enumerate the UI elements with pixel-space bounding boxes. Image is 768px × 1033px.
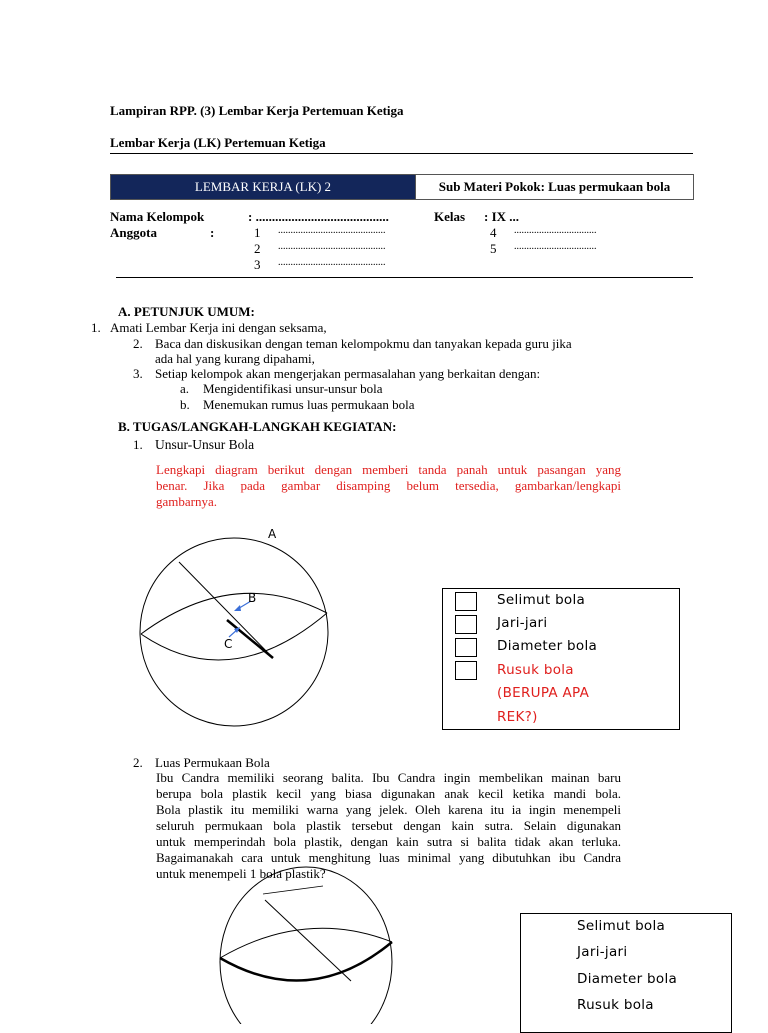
option-note: REK?) bbox=[497, 709, 538, 725]
radius-bold-segment bbox=[227, 620, 273, 658]
instruction-line: gambarnya. bbox=[156, 494, 218, 509]
sphere-diagram-1 bbox=[130, 525, 340, 740]
member-no: 3 bbox=[254, 257, 261, 272]
member-field[interactable]: ........................................... bbox=[278, 225, 386, 236]
story-line: untuk menempeli 1 bola plastik? bbox=[156, 866, 326, 881]
option-label: Selimut bola bbox=[577, 918, 666, 934]
label-c: C bbox=[224, 637, 233, 651]
sphere-equator-front bbox=[220, 942, 392, 981]
list-item-no: 3. bbox=[133, 366, 143, 381]
item2-no: 2. bbox=[133, 755, 143, 770]
option-label-red: Rusuk bola bbox=[497, 662, 574, 678]
sphere-equator-back bbox=[141, 593, 327, 634]
nama-kelompok-field[interactable]: : ......................................... bbox=[248, 209, 389, 224]
sub-item: Menemukan rumus luas permukaan bola bbox=[203, 397, 415, 412]
section-a-heading: A. PETUNJUK UMUM: bbox=[118, 304, 255, 319]
list-item-no: 2. bbox=[133, 336, 143, 351]
story-line: Ibu Candra memiliki seorang balita. Ibu Candra ingin membelikan mainan baru bbox=[156, 770, 621, 785]
lk-table-submateri: Sub Materi Pokok: Luas permukaan bola bbox=[415, 175, 693, 199]
option-label: Diameter bola bbox=[497, 638, 598, 654]
anggota-label: Anggota bbox=[110, 225, 157, 240]
story-line: Bagaimanakah cara untuk menghitung luas minimal yang dibutuhkan ibu Candra bbox=[156, 850, 621, 865]
options-box-2 bbox=[520, 913, 732, 1033]
member-no: 2 bbox=[254, 241, 261, 256]
list-item: Amati Lembar Kerja ini dengan seksama, bbox=[110, 320, 327, 335]
label-a: A bbox=[268, 527, 277, 541]
checkbox[interactable] bbox=[455, 615, 477, 634]
sub-item-no: b. bbox=[180, 397, 190, 412]
item1-no: 1. bbox=[133, 437, 143, 452]
option-label: Jari-jari bbox=[577, 944, 628, 960]
kelas-label: Kelas bbox=[434, 209, 466, 224]
option-label: Jari-jari bbox=[497, 615, 548, 631]
lk-table bbox=[110, 174, 694, 200]
story-line: Bola plastik itu memiliki warna yang jelek. Oleh karena itu ia ingin menempeli bbox=[156, 802, 621, 817]
section-b-heading: B. TUGAS/LANGKAH-LANGKAH KEGIATAN: bbox=[118, 419, 397, 434]
member-no: 4 bbox=[490, 225, 497, 240]
list-item: Baca dan diskusikan dengan teman kelompokmu dan tanyakan kepada guru jika bbox=[155, 336, 572, 351]
lk-table-title: LEMBAR KERJA (LK) 2 bbox=[111, 175, 415, 199]
member-field[interactable]: ................................. bbox=[514, 241, 597, 252]
identity-divider bbox=[116, 277, 693, 278]
lampiran-title: Lampiran RPP. (3) Lembar Kerja Pertemuan Ketiga bbox=[110, 103, 404, 118]
member-no: 1 bbox=[254, 225, 261, 240]
story-line: seluruh permukaan bola plastik tersebut dengan kain sutra. Selain digunakan bbox=[156, 818, 621, 833]
story-line: untuk memperindah bola plastik, dengan kain sutra si balita tidak akan terluka. bbox=[156, 834, 621, 849]
member-field[interactable]: ........................................... bbox=[278, 241, 386, 252]
checkbox[interactable] bbox=[455, 638, 477, 657]
member-field[interactable]: ................................. bbox=[514, 225, 597, 236]
sphere-outline bbox=[220, 867, 392, 1024]
sub-item: Mengidentifikasi unsur-unsur bola bbox=[203, 381, 383, 396]
instruction-text bbox=[156, 462, 621, 510]
checkbox[interactable] bbox=[455, 592, 477, 611]
kelas-field[interactable]: : IX ... bbox=[484, 209, 520, 224]
diameter-line bbox=[265, 900, 351, 981]
member-no: 5 bbox=[490, 241, 497, 256]
sphere-diagram-2 bbox=[215, 850, 395, 1024]
lk-title: Lembar Kerja (LK) Pertemuan Ketiga bbox=[110, 135, 326, 150]
arrow-head-icon bbox=[234, 605, 241, 611]
list-item: Setiap kelompok akan mengerjakan permasalahan yang berkaitan dengan: bbox=[155, 366, 541, 381]
header-divider bbox=[110, 153, 693, 154]
option-note: (BERUPA APA bbox=[497, 685, 590, 701]
item1-title: Unsur-Unsur Bola bbox=[155, 437, 255, 452]
anggota-colon: : bbox=[210, 225, 215, 240]
sphere-equator-front bbox=[141, 613, 327, 660]
sub-item-no: a. bbox=[180, 381, 190, 396]
sphere-equator-back bbox=[220, 928, 392, 958]
option-label: Rusuk bola bbox=[577, 997, 654, 1013]
pointer-line bbox=[263, 886, 323, 894]
nama-kelompok-label: Nama Kelompok bbox=[110, 209, 205, 224]
option-label: Selimut bola bbox=[497, 592, 586, 608]
option-label: Diameter bola bbox=[577, 971, 678, 987]
list-item-cont: ada hal yang kurang dipahami, bbox=[155, 351, 315, 366]
story-line: berupa bola plastik kecil yang biasa digunakan anak kecil ketika mandi bola. bbox=[156, 786, 621, 801]
checkbox[interactable] bbox=[455, 661, 477, 680]
instruction-line: benar. Jika pada gambar disamping belum tersedia, gambarkan/lengkapi bbox=[156, 478, 621, 493]
instruction-line: Lengkapi diagram berikut dengan memberi tanda panah untuk pasangan yang bbox=[156, 462, 621, 477]
options-box-1 bbox=[442, 588, 680, 730]
member-field[interactable]: ........................................... bbox=[278, 257, 386, 268]
item2-title: Luas Permukaan Bola bbox=[155, 755, 270, 770]
label-b: B bbox=[248, 591, 257, 605]
list-item-no: 1. bbox=[91, 320, 101, 335]
